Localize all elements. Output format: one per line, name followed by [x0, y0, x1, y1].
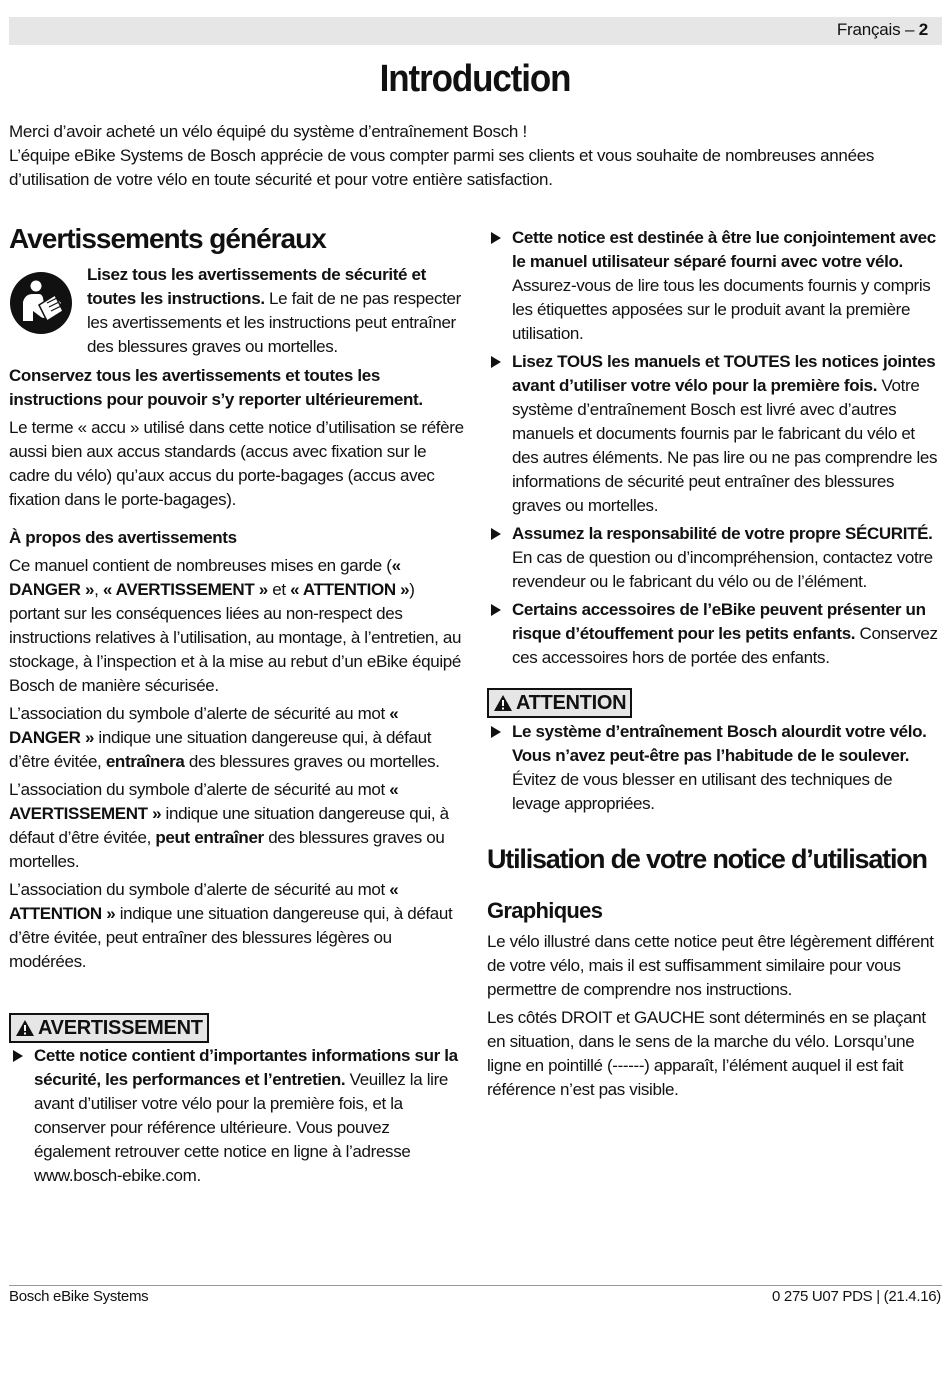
language-label: Français [836, 20, 901, 39]
warning-triangle-icon [493, 694, 513, 712]
page-header [9, 17, 942, 45]
keep-instructions-bold: Conservez tous les avertissements et toutes les instructions pour pouvoir s’y reporter ultérieurement. [9, 366, 423, 409]
attention-definition-paragraph: L’association du symbole d’alerte de sécurité au mot « ATTENTION » indique une situation dangereuse qui, à défaut d’être évitée, peut entraîner des blessures légères ou modérées. [9, 880, 453, 971]
general-warnings-heading: Avertissements généraux [9, 223, 326, 254]
intro-line-1: Merci d’avoir acheté un vélo équipé du système d’entraînement Bosch ! [9, 122, 527, 141]
avertissement-bullet-list [9, 1044, 465, 1192]
intro-section [9, 120, 945, 192]
read-warnings-text: Le fait de ne pas respecter les avertissements et les instructions peut entraîner des blessures graves ou mortelles. [87, 289, 461, 356]
avertissement-definition-paragraph: L’association du symbole d’alerte de sécurité au mot « AVERTISSEMENT » indique une situation dangereuse qui, à défaut d’être évitée, peut entraîner des blessures graves ou mortelles. [9, 780, 449, 871]
bullet-triangle-icon [491, 726, 501, 738]
danger-definition-paragraph: L’association du symbole d’alerte de sécurité au mot « DANGER » indique une situation dangereuse qui, à défaut d’être évitée, entraînera des blessures graves ou mortelles. [9, 704, 440, 771]
intro-line-2: L’équipe eBike Systems de Bosch apprécie de vous compter parmi ses clients et vous souhaite de nombreuses années d’utilisation de votre vélo en toute sécurité et pour votre entière satisfaction. [9, 146, 875, 189]
about-warnings-paragraph: Ce manuel contient de nombreuses mises en garde (« DANGER », « AVERTISSEMENT » et « ATTENTION ») portant sur les conséquences liées au non-respect des instructions relatives à l’utilisation, au montage, à l’entretien, au stockage, à l’inspection et à la mise au rebut d’un eBike équipé Bosch de manière sécurisée. [9, 556, 462, 695]
list-item: Assumez la responsabilité de votre propre SÉCURITÉ. En cas de question ou d’incompréhension, contactez votre revendeur ou le fabricant du vélo ou de l’élément. [487, 522, 943, 594]
graphics-heading: Graphiques [487, 898, 603, 923]
header-label [837, 20, 928, 40]
right-bullet-list [487, 226, 943, 674]
accu-paragraph: Le terme « accu » utilisé dans cette notice d’utilisation se réfère aussi bien aux accus standards (accus avec fixation sur le cadre du vélo) qu’aux accus du porte-bagages (accus avec fixation dans le porte-bagages). [9, 418, 464, 509]
footer-divider [9, 1285, 942, 1286]
avertissement-label: AVERTISSEMENT [38, 1017, 203, 1039]
footer-document-code: 0 275 U07 PDS | (21.4.16) [772, 1288, 941, 1305]
graphics-paragraph-1: Le vélo illustré dans cette notice peut être légèrement différent de votre vélo, mais il est suffisamment similaire pour vous permettre de comprendre nos instructions. [487, 932, 934, 999]
list-item: Cette notice est destinée à être lue conjointement avec le manuel utilisateur séparé fourni avec votre vélo. Assurez-vous de lire tous les documents fournis y compris les étiquettes apposées sur le produit avant la première utilisation. [487, 226, 943, 346]
about-warnings-heading: À propos des avertissements [9, 528, 237, 547]
page-title: Introduction [379, 58, 571, 100]
footer-company: Bosch eBike Systems [9, 1288, 149, 1305]
list-item: Cette notice contient d’importantes informations sur la sécurité, les performances et l’entretien. Veuillez la lire avant d’utiliser votre vélo pour la première fois, et la conserver pour référence ultérieure. Vous pouvez également retrouver cette notice en ligne à l’adresse www.bosch-ebike.com. [9, 1044, 465, 1188]
header-separator: – [900, 20, 919, 39]
list-item: Lisez TOUS les manuels et TOUTES les notices jointes avant d’utiliser votre vélo pour la première fois. Votre système d’entraînement Bosch est livré avec d’autres manuels et documents fournis par le fabricant du vélo et des autres éléments. Ne pas lire ou ne pas comprendre les informations de sécurité peut entraîner des blessures graves ou mortelles. [487, 350, 943, 518]
read-warnings-bold: Lisez tous les avertissements de sécurité et toutes les instructions. [87, 265, 426, 308]
bullet-triangle-icon [13, 1050, 23, 1062]
graphics-body [487, 930, 943, 1106]
manual-reading-icon [9, 271, 73, 335]
usage-heading: Utilisation de votre notice d’utilisation [487, 844, 927, 874]
attention-bullet-list [487, 720, 943, 820]
list-item: Le système d’entraînement Bosch alourdit votre vélo. Vous n’avez peut-être pas l’habitude de le soulever. Évitez de vous blesser en utilisant des techniques de levage appropriées. [487, 720, 943, 816]
page-number: 2 [918, 20, 928, 39]
bullet-triangle-icon [491, 528, 501, 540]
warning-triangle-icon [15, 1019, 35, 1037]
bullet-triangle-icon [491, 356, 501, 368]
read-warnings-paragraph [87, 263, 465, 363]
graphics-paragraph-2: Les côtés DROIT et GAUCHE sont déterminés en se plaçant en situation, dans le sens de la marche du vélo. Lorsqu’une ligne en pointillé (------) apparaît, l’élément auquel il est fait référence n’est pas visible. [487, 1008, 926, 1099]
list-item: Certains accessoires de l’eBike peuvent présenter un risque d’étouffement pour les petits enfants. Conservez ces accessoires hors de portée des enfants. [487, 598, 943, 670]
attention-label: ATTENTION [516, 692, 627, 714]
bullet-triangle-icon [491, 232, 501, 244]
avertissement-signal-box [9, 1013, 209, 1043]
left-column-body [9, 364, 465, 978]
bullet-triangle-icon [491, 604, 501, 616]
attention-signal-box [487, 688, 632, 718]
